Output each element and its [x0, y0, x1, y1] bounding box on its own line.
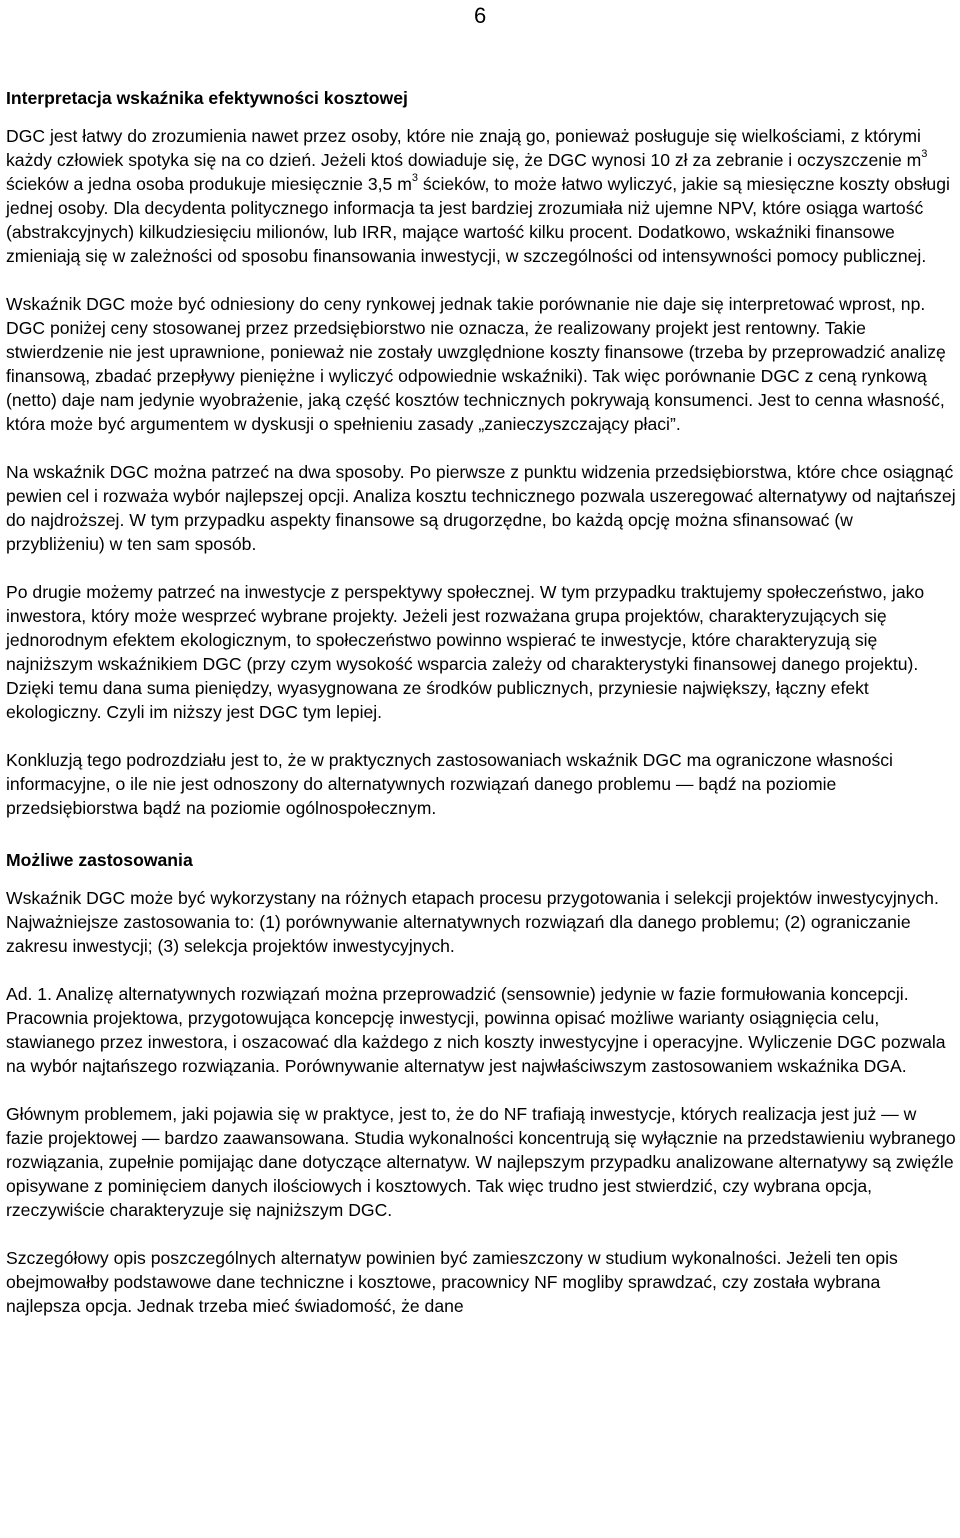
paragraph-main-problem: Głównym problemem, jaki pojawia się w praktyce, jest to, że do NF trafiają inwestycje, których realizacja jest już — w fazie projektowej — bardzo zaawansowana. Studia wykonalności koncentrują się wyłącznie na przedstawieniu wybranego rozwiązania, zupełnie pomijając dane dotyczące alternatyw. W najlepszym przypadku analizowane alternatywy są zwięźle opisywane z pominięciem danych ilościowych i kosztowych. Tak więc trudno jest stwierdzić, czy wybrana opcja, rzeczywiście charakteryzuje się najniższym DGC. [6, 1104, 956, 1220]
document-body [6, 86, 956, 1318]
paragraph-text: DGC jest łatwy do zrozumienia nawet przez osoby, które nie znają go, ponieważ posługuje się wielkościami, z którymi każdy człowiek spotyka się na co dzień. Jeżeli ktoś dowiaduje się, że DGC wynosi 10 zł za zebranie i oczyszczenie m [6, 126, 922, 170]
paragraph-market-price: Wskaźnik DGC może być odniesiony do ceny rynkowej jednak takie porównanie nie daje się interpretować wprost, np. DGC poniżej ceny stosowanej przez przedsiębiorstwo nie oznacza, że realizowany projekt jest rentowny. Takie stwierdzenie nie jest uprawnione, ponieważ nie zostały uwzględnione koszty finansowe (trzeba by przeprowadzić analizę finansową, zbadać przepływy pieniężne i wyliczyć odpowiednie wskaźniki). Tak więc porównanie DGC z ceną rynkową (netto) daje nam jedynie wyobrażenie, jaką część kosztów technicznych pokrywają konsumenci. Jest to cenna własność, która może być argumentem w dyskusji o spełnieniu zasady „zanieczyszczający płaci”. [6, 294, 946, 434]
paragraph-two-perspectives: Na wskaźnik DGC można patrzeć na dwa sposoby. Po pierwsze z punktu widzenia przedsiębiorstwa, które chce osiągnąć pewien cel i rozważa wybór najlepszej opcji. Analiza kosztu technicznego pozwala uszeregować alternatywy od najtańszej do najdroższej. W tym przypadku aspekty finansowe są drugorzędne, bo każdą opcję można sfinansować (w przybliżeniu) w ten sam sposób. [6, 462, 956, 554]
paragraph-applications-intro: Wskaźnik DGC może być wykorzystany na różnych etapach procesu przygotowania i selekcji projektów inwestycyjnych. Najważniejsze zastosowania to: (1) porównywanie alternatywnych rozwiązań dla danego problemu; (2) ograniczanie zakresu inwestycji; (3) selekcja projektów inwestycyjnych. [6, 888, 939, 956]
section-heading-applications: Możliwe zastosowania [6, 850, 193, 870]
paragraph-text: ścieków a jedna osoba produkuje miesięcznie 3,5 m [6, 174, 412, 194]
section-heading-interpretation: Interpretacja wskaźnika efektywności kosztowej [6, 88, 408, 108]
paragraph-ad1: Ad. 1. Analizę alternatywnych rozwiązań można przeprowadzić (sensownie) jedynie w fazie formułowania koncepcji. Pracownia projektowa, przygotowująca koncepcję inwestycji, powinna opisać możliwe warianty osiągnięcia celu, stawianego przez inwestora, i oszacować dla każdego z nich koszty inwestycyjne i operacyjne. Wyliczenie DGC pozwala na wybór najtańszego rozwiązania. Porównywanie alternatyw jest najwłaściwszym zastosowaniem wskaźnika DGA. [6, 984, 946, 1076]
superscript-cubic: 3 [411, 172, 418, 185]
paragraph-social-perspective: Po drugie możemy patrzeć na inwestycje z perspektywy społecznej. W tym przypadku traktujemy społeczeństwo, jako inwestora, który może wesprzeć wybrane projekty. Jeżeli jest rozważana grupa projektów, charakteryzujących się jednorodnym efektem ekologicznym, to społeczeństwo powinno wspierać te inwestycje, które charakteryzują się najniższym wskaźnikiem DGC (przy czym wysokość wsparcia zależy od charakterystyki finansowej danego projektu). Dzięki temu dana suma pieniędzy, wyasygnowana ze środków publicznych, przyniesie największy, łączny efekt ekologiczny. Czyli im niższy jest DGC tym lepiej. [6, 582, 925, 722]
paragraph-conclusion: Konkluzją tego podrozdziału jest to, że w praktycznych zastosowaniach wskaźnik DGC ma ograniczone własności informacyjne, o ile nie jest odnoszony do alternatywnych rozwiązań danego problemu — bądź na poziomie przedsiębiorstwa bądź na poziomie ogólnospołecznym. [6, 750, 893, 818]
paragraph-intro [6, 124, 956, 268]
superscript-cubic: 3 [921, 148, 928, 161]
paragraph-detailed-description: Szczegółowy opis poszczególnych alternatyw powinien być zamieszczony w studium wykonalności. Jeżeli ten opis obejmowałby podstawowe dane techniczne i kosztowe, pracownicy NF mogliby sprawdzać, czy została wybrana najlepsza opcja. Jednak trzeba mieć świadomość, że dane [6, 1248, 898, 1316]
page-number: 6 [474, 3, 487, 28]
paragraph-text: ścieków, to może łatwo wyliczyć, jakie są miesięczne koszty obsługi jednej osoby. Dla decydenta politycznego informacja ta jest bardziej zrozumiała niż ujemne NPV, które osiąga wartość (abstrakcyjnych) kilkudziesięciu milionów, lub IRR, mające wartość kilku procent. Dodatkowo, wskaźniki finansowe zmieniają się w zależności od sposobu finansowania inwestycji, w szczególności od intensywności pomocy publicznej. [6, 174, 950, 266]
